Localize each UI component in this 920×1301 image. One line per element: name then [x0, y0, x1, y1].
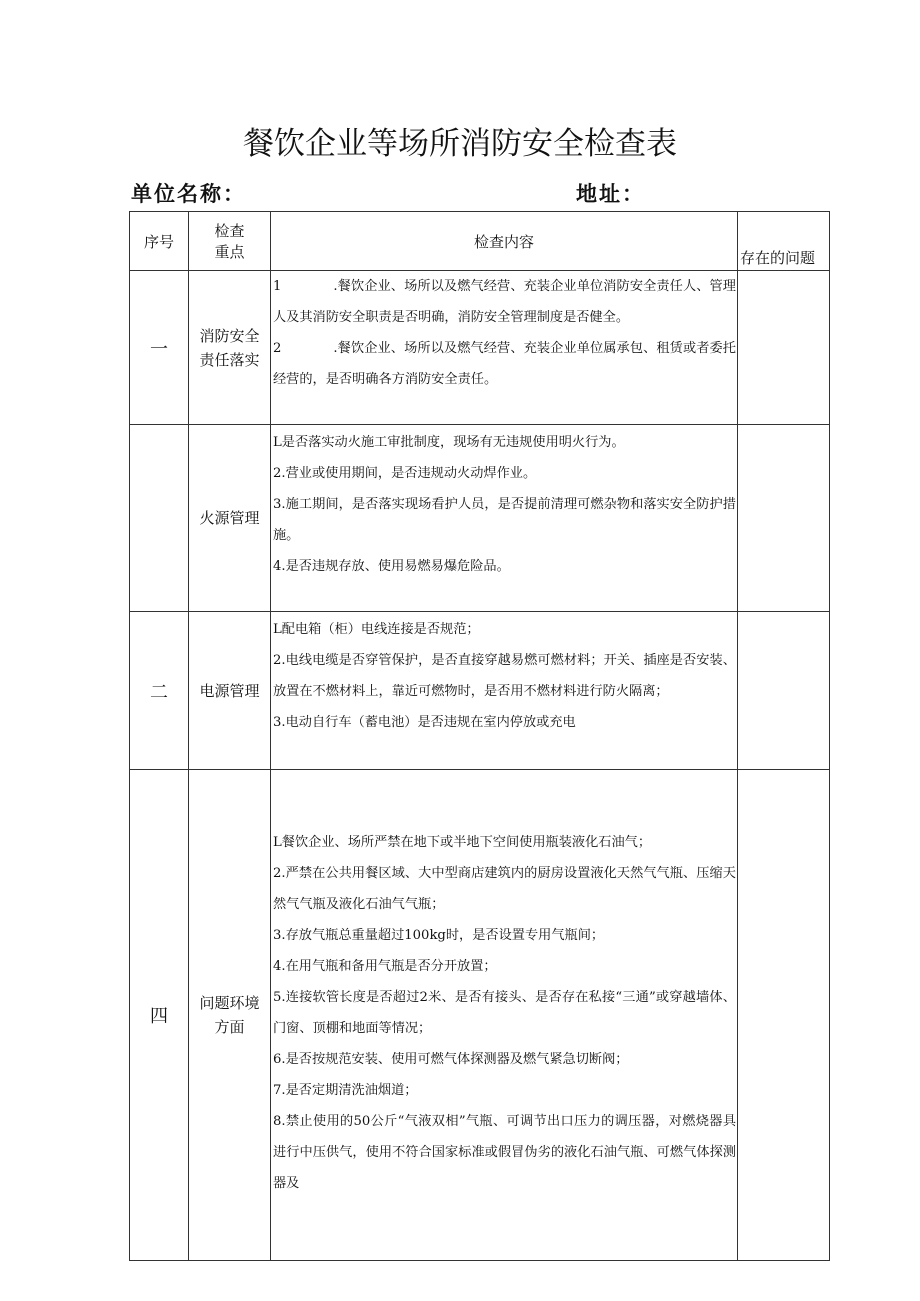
table-row	[130, 770, 830, 1261]
table-row	[130, 271, 830, 425]
content-item: 5.连接软管长度是否超过2米、是否有接头、是否存在私接“三通”或穿越墙体、门窗、顶棚和地面等情况；	[273, 990, 736, 1036]
header-seq: 序号	[130, 212, 189, 271]
address-label: 地址：	[576, 181, 645, 206]
row-content	[271, 770, 738, 1261]
row-focus	[189, 612, 271, 770]
row-seq: 一	[130, 271, 189, 425]
page-title: 餐饮企业等场所消防安全检查表	[243, 126, 677, 162]
header-content: 检查内容	[271, 212, 738, 271]
content-item: L是否落实动火施工审批制度，现场有无违规使用明火行为。	[273, 435, 625, 450]
issues-cell[interactable]	[738, 612, 830, 770]
content-item: 2.严禁在公共用餐区域、大中型商店建筑内的厨房设置液化天然气气瓶、压缩天然气气瓶及液化石油气气瓶；	[273, 866, 736, 912]
content-item: 4.是否违规存放、使用易燃易爆危险品。	[273, 559, 510, 574]
row-focus-line1: 问题环境	[199, 994, 260, 1012]
unit-name-label: 单位名称：	[131, 181, 246, 206]
row-focus-line1: 电源管理	[199, 681, 260, 700]
row-focus	[189, 271, 271, 425]
header-focus	[189, 212, 271, 271]
table-row	[130, 425, 830, 612]
content-item: 3.施工期间，是否落实现场看护人员，是否提前清理可燃杂物和落实安全防护措施。	[273, 497, 736, 543]
header-focus-line1: 检查	[214, 222, 245, 240]
row-seq: 四	[130, 770, 189, 1261]
header-issues: 存在的问题	[738, 212, 830, 271]
inspection-table	[129, 211, 830, 1261]
content-item: 2.营业或使用期间，是否违规动火动焊作业。	[273, 466, 537, 481]
row-focus-line2: 责任落实	[199, 350, 260, 369]
content-item: 7.是否定期清洗油烟道；	[273, 1083, 418, 1098]
item-number: 2	[273, 341, 282, 356]
table-header-row	[130, 212, 830, 271]
content-item: 6.是否按规范安装、使用可燃气体探测器及燃气紧急切断阀；	[273, 1052, 629, 1067]
issues-cell[interactable]	[738, 425, 830, 612]
item-text: .餐饮企业、场所以及燃气经营、充装企业单位消防安全责任人、管理人及其消防安全职责是否明确，消防安全管理制度是否健全。	[273, 279, 736, 325]
content-item: 3.电动自行车（蓄电池）是否违规在室内停放或充电	[273, 715, 576, 730]
content-item: 8.禁止使用的50公斤“气液双相”气瓶、可调节出口压力的调压器，对燃烧器具进行中压供气，使用不符合国家标准或假冒伪劣的液化石油气瓶、可燃气体探测器及	[273, 1114, 736, 1191]
row-content	[271, 612, 738, 770]
table-row	[130, 612, 830, 770]
row-focus-line2: 方面	[214, 1018, 245, 1036]
content-item: 2.电线电缆是否穿管保护，是否直接穿越易燃可燃材料；开关、插座是否安装、放置在不燃材料上，靠近可燃物时，是否用不燃材料进行防火隔离；	[273, 653, 736, 699]
content-item: L配电箱（柜）电线连接是否规范；	[273, 622, 480, 637]
row-seq: 二	[130, 612, 189, 770]
item-number: 1	[273, 279, 282, 294]
content-item	[273, 271, 736, 333]
content-item: 4.在用气瓶和备用气瓶是否分开放置；	[273, 959, 497, 974]
row-content	[271, 425, 738, 612]
header-focus-line2: 重点	[214, 243, 245, 261]
row-focus-line1: 火源管理	[199, 509, 260, 527]
row-focus	[189, 770, 271, 1261]
row-focus	[189, 425, 271, 612]
row-seq	[130, 425, 189, 612]
content-item: L餐饮企业、场所严禁在地下或半地下空间使用瓶装液化石油气；	[273, 835, 652, 850]
issues-cell[interactable]	[738, 271, 830, 425]
item-text: .餐饮企业、场所以及燃气经营、充装企业单位属承包、租赁或者委托经营的，是否明确各方消防安全责任。	[273, 341, 736, 387]
content-item: 3.存放气瓶总重量超过100kg时，是否设置专用气瓶间；	[273, 928, 605, 943]
issues-cell[interactable]	[738, 770, 830, 1261]
row-focus-line1: 消防安全	[199, 326, 260, 345]
row-content	[271, 271, 738, 425]
content-item	[273, 333, 736, 395]
